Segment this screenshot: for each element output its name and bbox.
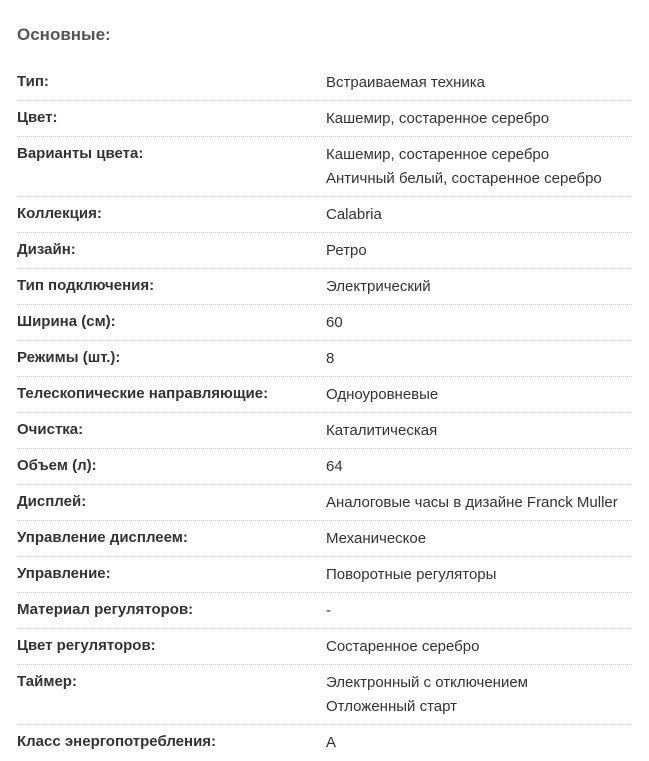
spec-value bbox=[326, 671, 632, 719]
spec-label: Тип подключения: bbox=[17, 277, 155, 294]
spec-value bbox=[326, 731, 632, 755]
spec-value-line: 8 bbox=[326, 350, 335, 367]
spec-value bbox=[326, 491, 632, 515]
spec-value bbox=[326, 419, 632, 443]
spec-value-line: Античный белый, состаренное серебро bbox=[326, 170, 602, 187]
spec-row-collection bbox=[17, 197, 632, 233]
spec-row-connection-type bbox=[17, 269, 632, 305]
spec-value bbox=[326, 527, 632, 551]
spec-label: Цвет регуляторов: bbox=[17, 637, 156, 654]
spec-row-modes bbox=[17, 341, 632, 377]
spec-label: Объем (л): bbox=[17, 457, 97, 474]
spec-value bbox=[326, 143, 632, 191]
spec-value bbox=[326, 239, 632, 263]
spec-label: Тип: bbox=[17, 73, 49, 90]
spec-label: Коллекция: bbox=[17, 205, 102, 222]
spec-value bbox=[326, 455, 632, 479]
spec-label: Цвет: bbox=[17, 109, 58, 126]
spec-label: Дисплей: bbox=[17, 493, 87, 510]
spec-value bbox=[326, 563, 632, 587]
spec-value-line: Поворотные регуляторы bbox=[326, 566, 497, 583]
spec-row-color bbox=[17, 101, 632, 137]
spec-label: Режимы (шт.): bbox=[17, 349, 121, 366]
spec-row-knob-material bbox=[17, 593, 632, 629]
spec-value-line: Calabria bbox=[326, 206, 382, 223]
section-title: Основные: bbox=[17, 25, 111, 44]
spec-row-timer bbox=[17, 665, 632, 725]
spec-value-line: Встраиваемая техника bbox=[326, 74, 485, 91]
spec-row-width bbox=[17, 305, 632, 341]
spec-label: Ширина (см): bbox=[17, 313, 116, 330]
spec-row-color-variants bbox=[17, 137, 632, 197]
spec-row-cleaning bbox=[17, 413, 632, 449]
spec-value bbox=[326, 203, 632, 227]
spec-value-line: Аналоговые часы в дизайне Franck Muller bbox=[326, 494, 618, 511]
spec-row-knob-color bbox=[17, 629, 632, 665]
spec-value-line: Каталитическая bbox=[326, 422, 438, 439]
spec-row-design bbox=[17, 233, 632, 269]
spec-value-line: - bbox=[326, 602, 331, 619]
spec-value-line: Одноуровневые bbox=[326, 386, 439, 403]
spec-value-line: 64 bbox=[326, 458, 343, 475]
spec-value-line: Механическое bbox=[326, 530, 427, 547]
spec-label: Дизайн: bbox=[17, 241, 76, 258]
spec-value bbox=[326, 635, 632, 659]
spec-value bbox=[326, 383, 632, 407]
spec-label: Класс энергопотребления: bbox=[17, 733, 217, 750]
spec-value-line: Отложенный старт bbox=[326, 698, 458, 715]
spec-value bbox=[326, 311, 632, 335]
spec-label: Управление дисплеем: bbox=[17, 529, 188, 546]
spec-label: Материал регуляторов: bbox=[17, 601, 194, 618]
spec-value-line: Кашемир, состаренное серебро bbox=[326, 146, 550, 163]
spec-value-line: Электронный с отключением bbox=[326, 674, 528, 691]
spec-value-line: Состаренное серебро bbox=[326, 638, 480, 655]
spec-value-line: Кашемир, состаренное серебро bbox=[326, 110, 550, 127]
spec-label: Варианты цвета: bbox=[17, 145, 144, 162]
spec-row-display bbox=[17, 485, 632, 521]
spec-value bbox=[326, 107, 632, 131]
spec-value bbox=[326, 347, 632, 371]
spec-label: Таймер: bbox=[17, 673, 77, 690]
spec-label: Управление: bbox=[17, 565, 111, 582]
spec-row-volume bbox=[17, 449, 632, 485]
specs-list bbox=[0, 65, 649, 761]
spec-value-line: 60 bbox=[326, 314, 343, 331]
spec-row-control bbox=[17, 557, 632, 593]
spec-value-line: Электрический bbox=[326, 278, 431, 295]
spec-row-display-control bbox=[17, 521, 632, 557]
spec-row-type bbox=[17, 65, 632, 101]
spec-value-line: A bbox=[326, 734, 337, 751]
spec-label: Очистка: bbox=[17, 421, 84, 438]
spec-value bbox=[326, 71, 632, 95]
spec-value bbox=[326, 599, 632, 623]
spec-label: Телескопические направляющие: bbox=[17, 385, 269, 402]
spec-row-energy-class bbox=[17, 725, 632, 761]
spec-row-telescopic-rails bbox=[17, 377, 632, 413]
spec-value bbox=[326, 275, 632, 299]
spec-value-line: Ретро bbox=[326, 242, 367, 259]
